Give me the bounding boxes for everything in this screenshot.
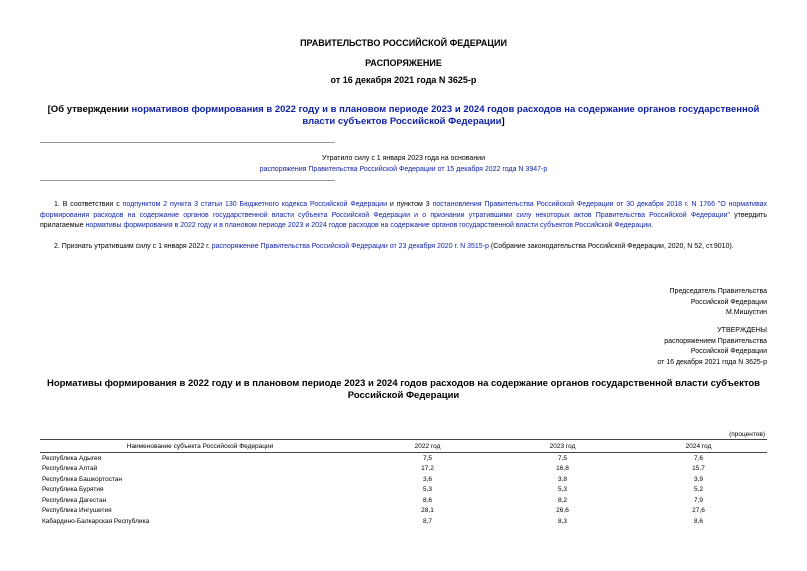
approval-line-1: УТВЕРЖДЕНЫ — [717, 327, 767, 334]
cell-region: Республика Бурятия — [42, 486, 104, 494]
p1-text-3: утвердить прилагаемые — [40, 211, 768, 229]
government-heading: ПРАВИТЕЛЬСТВО РОССИЙСКОЙ ФЕДЕРАЦИИ — [300, 38, 507, 48]
norms-link[interactable]: нормативы формирования в 2022 году и в плановом периоде 2023 и 2024 годов расходов на содержание органов государственной власти субъектов Российской Федерации — [85, 222, 652, 229]
document-date-number: от 16 декабря 2021 года N 3625-р — [330, 75, 477, 85]
cell-region: Республика Адыгея — [42, 454, 102, 462]
lost-force-note — [160, 153, 647, 175]
p2-text-1: 2. Признать утратившим силу с 1 января 2022 г. — [54, 243, 212, 250]
cell-2024: 3,9 — [693, 475, 704, 483]
cell-region: Кабардино-Балкарская Республика — [42, 517, 150, 525]
signature-block — [670, 287, 767, 319]
cell-2022: 28,1 — [421, 507, 434, 515]
cell-2023: 8,3 — [557, 517, 568, 525]
cell-2022: 8,7 — [422, 517, 433, 525]
table-row — [40, 495, 767, 506]
title-bracket-close: ] — [501, 116, 505, 127]
cell-2024: 5,2 — [693, 486, 704, 494]
column-header-region: Наименование субъекта Российской Федерации — [40, 440, 360, 453]
norms-heading: Нормативы формирования в 2022 году и в плановом периоде 2023 и 2024 годов расходов на содержание органов государственной власти субъектов Российской Федерации — [46, 378, 761, 401]
cell-2023: 26,6 — [556, 507, 569, 515]
divider-top — [40, 142, 335, 143]
approval-line-2: распоряжением Правительства — [664, 337, 767, 345]
cell-2023: 8,2 — [557, 496, 568, 504]
p2-text-2: (Собрание законодательства Российской Федерации, 2020, N 52, ст.9010). — [488, 243, 734, 250]
budget-code-link[interactable]: подпунктом 2 пункта 3 статьи 130 Бюджетного кодекса Российской Федерации — [122, 201, 388, 208]
cell-2022: 3,6 — [422, 475, 433, 483]
document-title — [40, 104, 767, 128]
cell-2022: 5,3 — [422, 486, 433, 494]
cell-2023: 7,5 — [557, 454, 568, 462]
cell-2022: 8,6 — [422, 496, 433, 504]
table-row — [40, 506, 767, 517]
cell-2022: 7,5 — [422, 454, 433, 462]
title-link[interactable]: нормативов формирования в 2022 году и в плановом периоде 2023 и 2024 годов расходов на содержание органов государственной власти субъектов Российской Федерации — [131, 104, 760, 127]
order-3515-link[interactable]: распоряжение Правительства Российской Федерации от 23 декабря 2020 г. N 3515-р — [211, 243, 489, 250]
divider-bottom — [40, 180, 335, 181]
document-type: РАСПОРЯЖЕНИЕ — [365, 58, 442, 68]
cell-region: Республика Ингушетия — [42, 507, 112, 515]
cell-2024: 7,9 — [693, 496, 704, 504]
column-header-2023: 2023 год — [495, 440, 630, 453]
approval-line-4: от 16 декабря 2021 года N 3625-р — [657, 358, 767, 366]
paragraph-2 — [40, 242, 767, 253]
cell-2023: 3,8 — [557, 475, 568, 483]
cell-2024: 27,6 — [692, 507, 705, 515]
table-row — [40, 474, 767, 485]
approval-block — [657, 326, 767, 368]
cell-2024: 7,6 — [693, 454, 704, 462]
norms-table — [40, 439, 767, 527]
column-header-2022: 2022 год — [360, 440, 495, 453]
table-row — [40, 464, 767, 475]
signature-name: М.Мишустин — [725, 309, 767, 316]
signature-line-1: Председатель Правительства — [669, 288, 767, 295]
cell-region: Республика Дагестан — [42, 496, 107, 504]
cell-region: Республика Алтай — [42, 465, 98, 473]
column-header-2024: 2024 год — [630, 440, 767, 453]
table-row — [40, 485, 767, 496]
cell-2024: 8,6 — [693, 517, 704, 525]
signature-line-2: Российской Федерации — [690, 298, 767, 306]
p1-text-2: и пунктом 3 — [387, 201, 433, 208]
cell-2023: 5,3 — [557, 486, 568, 494]
cell-2024: 15,7 — [692, 465, 705, 473]
paragraph-1 — [40, 200, 767, 232]
lost-force-text: Утратило силу с 1 января 2023 года на основании — [321, 155, 486, 162]
table-row — [40, 516, 767, 527]
title-bracket-open: [Об утверждении — [47, 104, 132, 115]
p1-text-1: 1. В соответствии с — [54, 201, 123, 208]
cell-2022: 17,2 — [421, 465, 434, 473]
p1-text-4: . — [651, 222, 654, 229]
approval-line-3: Российской Федерации — [690, 348, 767, 355]
resolution-1766-link[interactable]: постановления Правительства Российской Федерации от 30 декабря 2018 г. N 1766 "О нормативах формирования расходов на содержание органов государственной власти субъекта Российской Федерации и о признании утратившими силу некоторых актов Правительства Российской Федерации" — [40, 201, 767, 219]
cell-region: Республика Башкортостан — [42, 475, 122, 483]
lost-force-link[interactable]: распоряжения Правительства Российской Федерации от 15 декабря 2022 года N 3947-р — [259, 166, 548, 173]
table-row — [40, 453, 767, 464]
cell-2023: 16,8 — [556, 465, 569, 473]
unit-label: (процентов) — [729, 431, 765, 438]
table-header-row — [40, 440, 767, 453]
